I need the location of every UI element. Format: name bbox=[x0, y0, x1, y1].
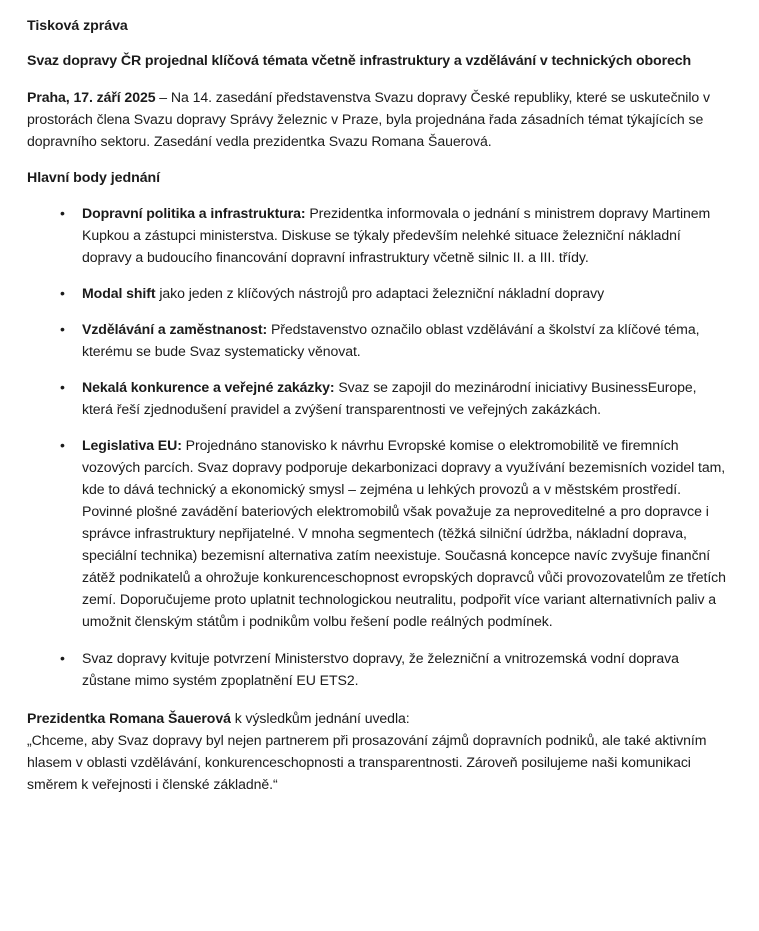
quote-text: „Chceme, aby Svaz dopravy byl nejen partnerem při prosazování zájmů dopravních podniků, ale také aktivním hlasem v oblasti vzdělávání, konkurenceschopnosti a transparentnosti. Zároveň posilujeme naši komunikaci směrem k veřejnosti i členské základně.“ bbox=[27, 731, 707, 792]
list-item-lead: Vzdělávání a zaměstnanost: bbox=[82, 320, 268, 337]
list-item bbox=[27, 376, 730, 420]
lede-paragraph bbox=[27, 86, 730, 152]
list-item bbox=[27, 434, 730, 632]
list-item-lead: Legislativa EU: bbox=[82, 437, 182, 454]
list-item-text: Svaz se zapojil do mezinárodní iniciativy BusinessEurope, která řeší zjednodušení pravidel a zvýšení transparentnosti ve veřejných zakázkách. bbox=[82, 379, 697, 418]
list-item-text: Svaz dopravy kvituje potvrzení Ministerstvo dopravy, že železniční a vnitrozemská vodní doprava zůstane mimo systém zpoplatnění EU ETS2. bbox=[82, 649, 679, 688]
list-item-lead: Nekalá konkurence a veřejné zakázky: bbox=[82, 379, 335, 396]
quotation-block bbox=[27, 707, 730, 795]
bullet-icon: • bbox=[60, 379, 65, 396]
list-item bbox=[27, 318, 730, 362]
section-heading-main-points: Hlavní body jednání bbox=[27, 170, 161, 187]
list-item bbox=[27, 647, 730, 691]
lede-body: Na 14. zasedání představenstva Svazu dopravy České republiky, které se uskutečnilo v prostorách člena Svazu dopravy Správy železnic v Praze, byla projednána řada zásadních témat týkajících se dopravního sektoru. Zasedání vedla prezidentka Svazu Romana Šauerová. bbox=[27, 89, 710, 150]
dateline: Praha, 17. září 2025 bbox=[27, 89, 156, 106]
quote-intro-rest: k výsledkům jednání uvedla: bbox=[230, 709, 410, 726]
list-item bbox=[27, 282, 730, 304]
list-item bbox=[27, 202, 730, 268]
list-item-lead: Modal shift bbox=[82, 284, 156, 301]
list-item-text: Představenstvo označilo oblast vzdělávání a školství za klíčové téma, kterému se bude Svaz systematicky věnovat. bbox=[82, 320, 700, 359]
bullet-icon: • bbox=[60, 437, 65, 454]
list-item-text: Projednáno stanovisko k návrhu Evropské komise o elektromobilitě ve firemních vozových parcích. Svaz dopravy podporuje dekarbonizaci dopravy a využívání bezemisních vozidel tam, kde to dává technický a ekonomický smysl – zejména u lehkých provozů a v městském prostředí. Povinné plošné zavádění bateriových elektromobilů však považuje za neproveditelné a pro dopravce i správce infrastruktury nepřijatelné. V mnoha segmentech (těžká silniční údržba, nákladní doprava, speciální technika) bezemisní alternativa zatím neexistuje. Současná koncepce navíc zvyšuje finanční zátěž podnikatelů a ohrožuje konkurenceschopnost evropských dopravců vůči provozovatelům ze třetích zemí. Doporučujeme proto uplatnit technologickou neutralitu, podpořit více variant alternativních paliv a umožnit členským státům i podnikům volbu řešení podle reálných podmínek. bbox=[82, 437, 726, 630]
list-item-text: jako jeden z klíčových nástrojů pro adaptaci železniční nákladní dopravy bbox=[155, 284, 605, 301]
list-item-text: Prezidentka informovala o jednání s ministrem dopravy Martinem Kupkou a zástupci ministerstva. Diskuse se týkaly především nelehké situace železniční nákladní dopravy a budoucího financování dopravní infrastruktury včetně silnic II. a III. třídy. bbox=[82, 204, 711, 265]
dateline-dash: – bbox=[155, 89, 171, 106]
page-title: Svaz dopravy ČR projednal klíčová témata včetně infrastruktury a vzdělávání v technických oborech bbox=[27, 53, 692, 70]
bullet-icon: • bbox=[60, 649, 65, 666]
main-points-list bbox=[27, 202, 730, 691]
bullet-icon: • bbox=[60, 204, 65, 221]
quote-speaker: Prezidentka Romana Šauerová bbox=[27, 709, 231, 726]
bullet-icon: • bbox=[60, 320, 65, 337]
bullet-icon: • bbox=[60, 284, 65, 301]
quote-attribution bbox=[27, 707, 730, 729]
list-item-lead: Dopravní politika a infrastruktura: bbox=[82, 204, 306, 221]
document-type-label: Tisková zpráva bbox=[27, 18, 128, 34]
